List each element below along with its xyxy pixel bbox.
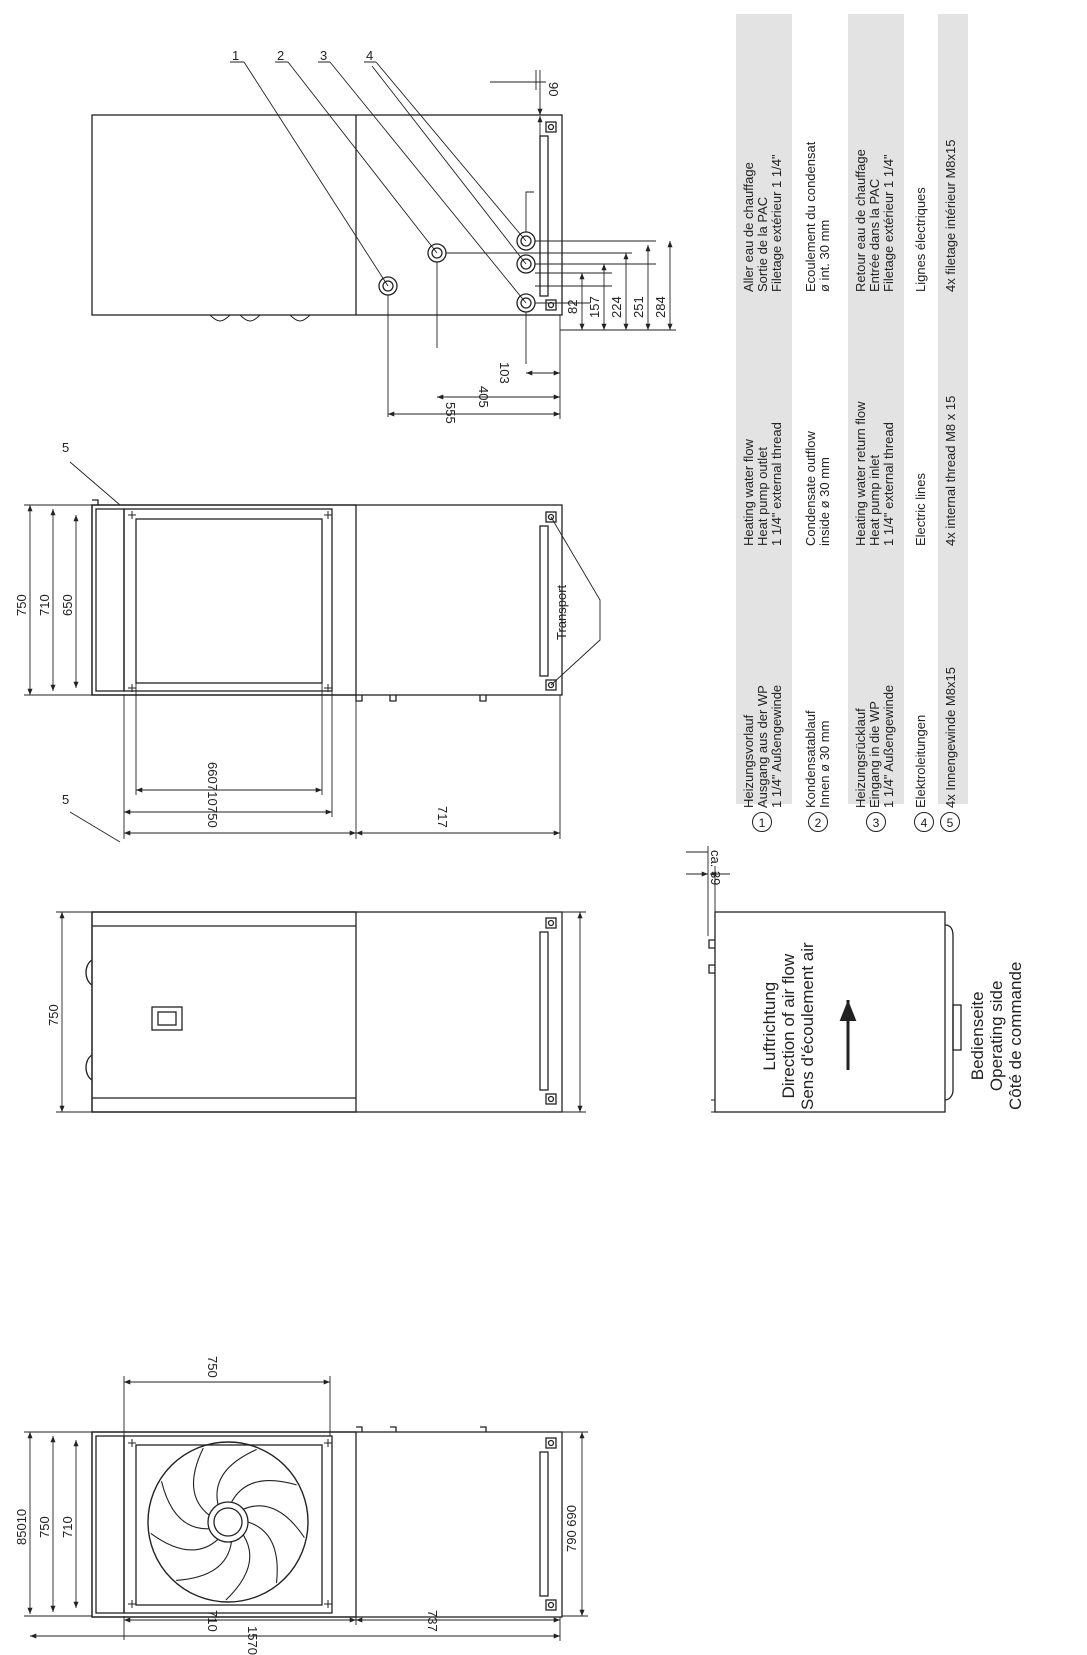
legend-num-2: 2	[808, 812, 828, 832]
dim-750-top: 750	[14, 594, 29, 616]
airflow-label: Luftrichtung Direction of air flow Sens d'écoulement air	[760, 942, 817, 1110]
dim-103: 103	[497, 362, 512, 384]
legend-1-fr: Aller eau de chauffage Sortie de la PAC Filetage extérieur 1 1/4"	[741, 154, 784, 292]
dim-750-rear: 750	[46, 1004, 61, 1026]
side-view-connections	[92, 62, 676, 419]
dim-660: 660	[205, 762, 220, 784]
legend-4-fr: Lignes électriques	[913, 187, 928, 292]
dim-284: 284	[653, 296, 668, 318]
legend-1-en: Heating water flow Heat pump outlet 1 1/4" external thread	[741, 422, 784, 546]
legend-5-fr: 4x filetage intérieur M8x15	[943, 139, 958, 292]
callout-4: 4	[366, 48, 374, 63]
dim-555: 555	[443, 402, 458, 424]
legend-3-en: Heating water return flow Heat pump inlet 1 1/4" external thread	[853, 401, 896, 546]
front-view-fan	[24, 812, 588, 1641]
dim-750-fan: 750	[205, 1356, 220, 1378]
callout-2: 2	[277, 48, 285, 63]
rear-view	[56, 912, 586, 1112]
fan-blade	[194, 1448, 210, 1515]
dim-405: 405	[476, 386, 491, 408]
operating-side-label: Bedienseite Operating side Côté de commande	[968, 961, 1025, 1110]
dim-1570: 1570	[245, 1626, 260, 1655]
legend-num-3: 3	[866, 812, 886, 832]
legend-num-4: 4	[914, 812, 934, 832]
fan-blade	[217, 1450, 257, 1505]
legend-num-1: 1	[752, 812, 772, 832]
legend-5-en: 4x internal thread M8 x 15	[943, 395, 958, 546]
dim-710-low: 710	[205, 1610, 220, 1632]
fan-blade	[151, 1533, 218, 1550]
legend-4-en: Electric lines	[913, 473, 928, 546]
legend-2-fr: Ecoulement du condensat ø int. 30 mm	[803, 141, 832, 292]
fan-blade	[232, 1481, 297, 1503]
dim-750-mid: 750	[205, 806, 220, 828]
dim-710-mid: 710	[205, 784, 220, 806]
callout-5-top-view: 5	[62, 440, 70, 455]
dim-750-front: 750	[37, 1516, 52, 1538]
dim-710-top: 710	[37, 594, 52, 616]
legend-2-de: Kondensatablauf Innen ø 30 mm	[803, 710, 832, 808]
legend-num-5: 5	[940, 812, 960, 832]
legend-5-de: 4x Innengewinde M8x15	[943, 667, 958, 808]
dim-224: 224	[609, 296, 624, 318]
dim-82: 82	[565, 299, 580, 314]
fan-blade	[243, 1506, 304, 1538]
legend-2-en: Condensate outflow inside ø 30 mm	[803, 431, 832, 546]
dim-157: 157	[587, 296, 602, 318]
dim-717: 717	[435, 806, 450, 828]
fan-blade	[226, 1535, 250, 1600]
dim-790-690: 790 690	[564, 1505, 579, 1552]
legend-1-de: Heizungsvorlauf Ausgang aus der WP 1 1/4" Außengewinde	[741, 684, 784, 808]
callout-1: 1	[232, 48, 240, 63]
callout-3: 3	[320, 48, 328, 63]
dim-85010: 85010	[14, 1508, 29, 1545]
small-side-view	[686, 846, 961, 1112]
legend-3-fr: Retour eau de chauffage Entrée dans la PAC Filetage extérieur 1 1/4"	[853, 149, 896, 292]
dim-90: 90	[546, 82, 561, 97]
fan-blade	[162, 1481, 210, 1529]
dim-650-top: 650	[60, 594, 75, 616]
dim-ca-39: ca. 39	[708, 850, 723, 886]
top-view	[24, 462, 600, 839]
dim-710-front: 710	[60, 1516, 75, 1538]
fan-blade	[248, 1522, 277, 1583]
legend-4-de: Elektroleitungen	[913, 714, 928, 808]
dim-251: 251	[631, 296, 646, 318]
legend-3-de: Heizungsrücklauf Eingang in die WP 1 1/4" Außengewinde	[853, 684, 896, 808]
dim-737: 737	[425, 1610, 440, 1632]
transport-label: Transport	[554, 584, 569, 640]
callout-5-front-view: 5	[62, 792, 70, 807]
